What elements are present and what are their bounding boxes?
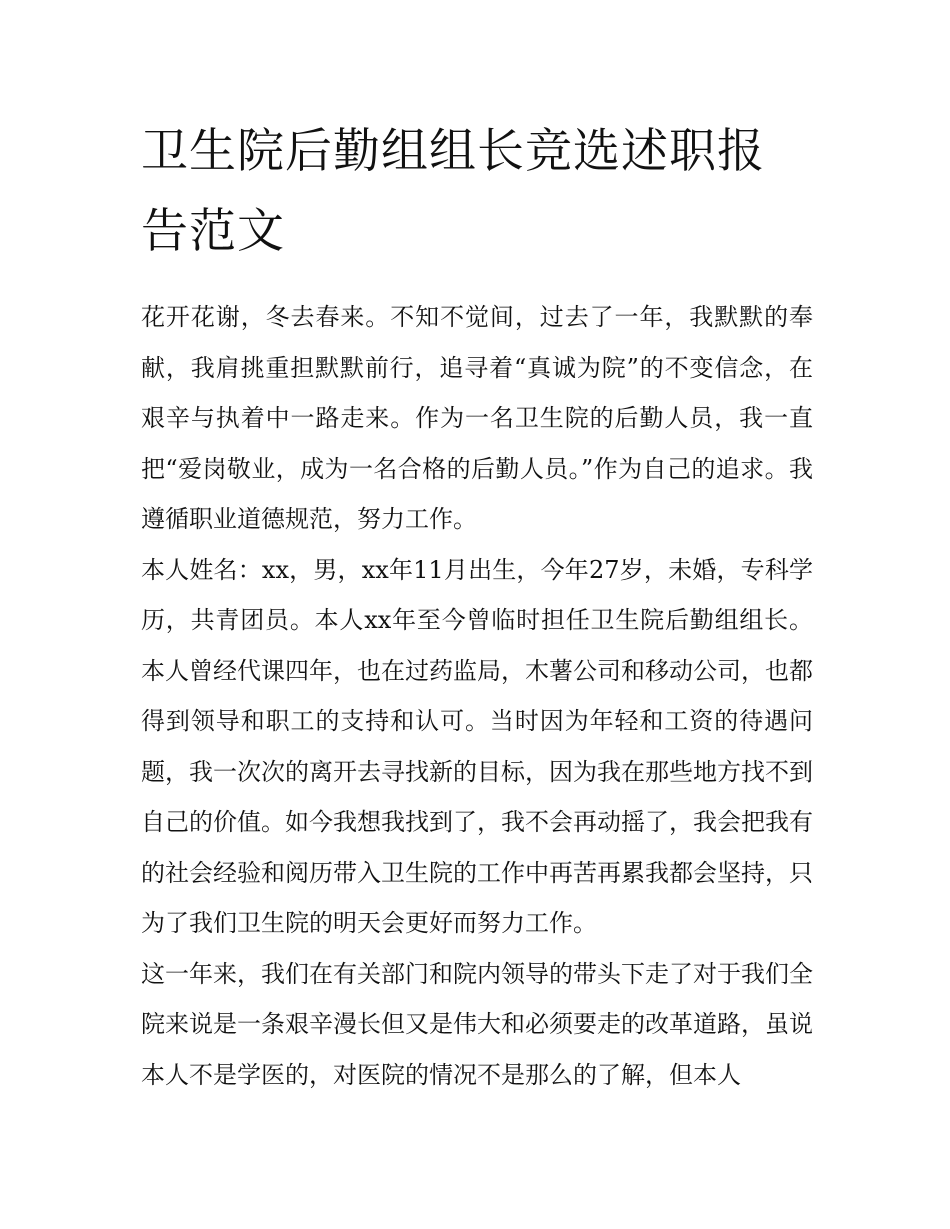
paragraph-intro: 花开花谢，冬去春来。不知不觉间，过去了一年，我默默的奉献，我肩挑重担默默前行，追寻着“真诚为院”的不变信念，在艰辛与执着中一路走来。作为一名卫生院的后勤人员，我一直把“爱岗敬业，成为一名合格的后勤人员。”作为自己的追求。我遵循职业道德规范，努力工作。 [141, 303, 813, 533]
paragraph-personal-info: 本人姓名：xx，男，xx年11月出生，今年27岁，未婚，专科学历，共青团员。本人xx年至今曾临时担任卫生院后勤组组长。本人曾经代课四年，也在过药监局，木薯公司和移动公司，也都得到领导和职工的支持和认可。当时因为年轻和工资的待遇问题，我一次次的离开去寻找新的目标，因为我在那些地方找不到自己的价值。如今我想我找到了，我不会再动摇了，我会把我有的社会经验和阅历带入卫生院的工作中再苦再累我都会坚持，只为了我们卫生院的明天会更好而努力工作。 [141, 555, 813, 937]
document-title: 卫生院后勤组组长竞选述职报告范文 [141, 124, 765, 259]
paragraph-reform: 这一年来，我们在有关部门和院内领导的带头下走了对于我们全院来说是一条艰辛漫长但又是伟大和必须要走的改革道路，虽说本人不是学医的，对医院的情况不是那么的了解，但本人 [141, 959, 813, 1089]
document-body [141, 292, 813, 1100]
document-page [141, 112, 813, 1100]
